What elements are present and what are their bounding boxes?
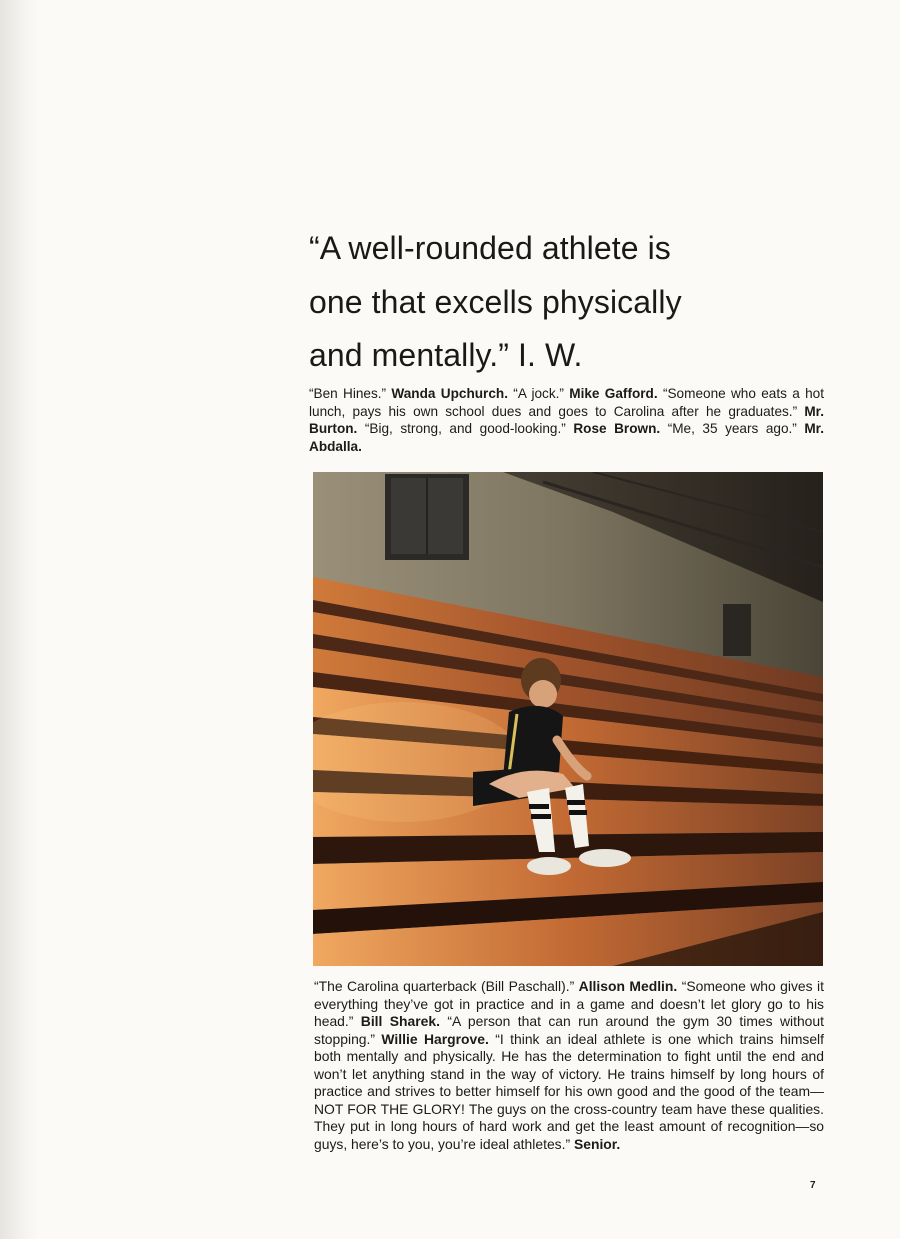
- quote-attribution: Mr. Burton.: [309, 403, 824, 437]
- quote-text: “A jock.”: [508, 386, 570, 401]
- photo-illustration: [313, 472, 823, 966]
- quote-text: “Me, 35 years ago.”: [660, 421, 805, 437]
- headline-line: “A well-rounded athlete is: [309, 230, 671, 266]
- quote-attribution: Allison Medlin.: [578, 978, 678, 994]
- quote-text: “A person that can run around the gym 30 times without stopping.”: [314, 1013, 824, 1047]
- quote-attribution: Mike Gafford.: [569, 386, 658, 401]
- quotes-top-paragraph: [309, 385, 824, 455]
- quotes-bottom-paragraph: [314, 978, 824, 1153]
- quote-text: “Someone who gives it everything they’ve got in practice and in a game and doesn’t let glory go to his head.”: [314, 978, 824, 1029]
- quote-attribution: Wanda Upchurch.: [391, 386, 508, 401]
- headline-quote: [309, 222, 829, 383]
- quote-attribution: Mr. Abdalla.: [309, 421, 824, 454]
- quote-attribution: Willie Hargrove.: [381, 1030, 489, 1047]
- gym-bleachers-photo: [313, 472, 823, 966]
- quote-text: “I think an ideal athlete is one which trains himself both mentally and physically. He has the determination to fight until the end and won’t let anything stand in the way of victory. He trains himself by long hours of practice and strives to better himself for his own good and the good of the team—NOT FOR THE GLORY! The guys on the cross-country team have these qualities. They put in long hours of hard work and get the least amount of recognition—so guys, here’s to you, you’re ideal athletes.”: [314, 1030, 824, 1152]
- quote-attribution: Rose Brown.: [573, 421, 661, 437]
- quote-text: “The Carolina quarterback (Bill Paschall).”: [314, 978, 579, 994]
- page-gutter-shadow: [0, 0, 38, 1239]
- headline-line: one that excells physically: [309, 283, 682, 320]
- quote-text: “Ben Hines.”: [309, 386, 392, 401]
- page-number: 7: [810, 1180, 816, 1191]
- quote-attribution: Senior.: [573, 1135, 621, 1152]
- quote-text: “Someone who eats a hot lunch, pays his own school dues and goes to Carolina after he graduates.”: [309, 386, 825, 419]
- headline-line: and mentally.” I. W.: [309, 337, 583, 373]
- quote-text: “Big, strong, and good-looking.”: [357, 421, 574, 437]
- quote-attribution: Bill Sharek.: [360, 1013, 440, 1029]
